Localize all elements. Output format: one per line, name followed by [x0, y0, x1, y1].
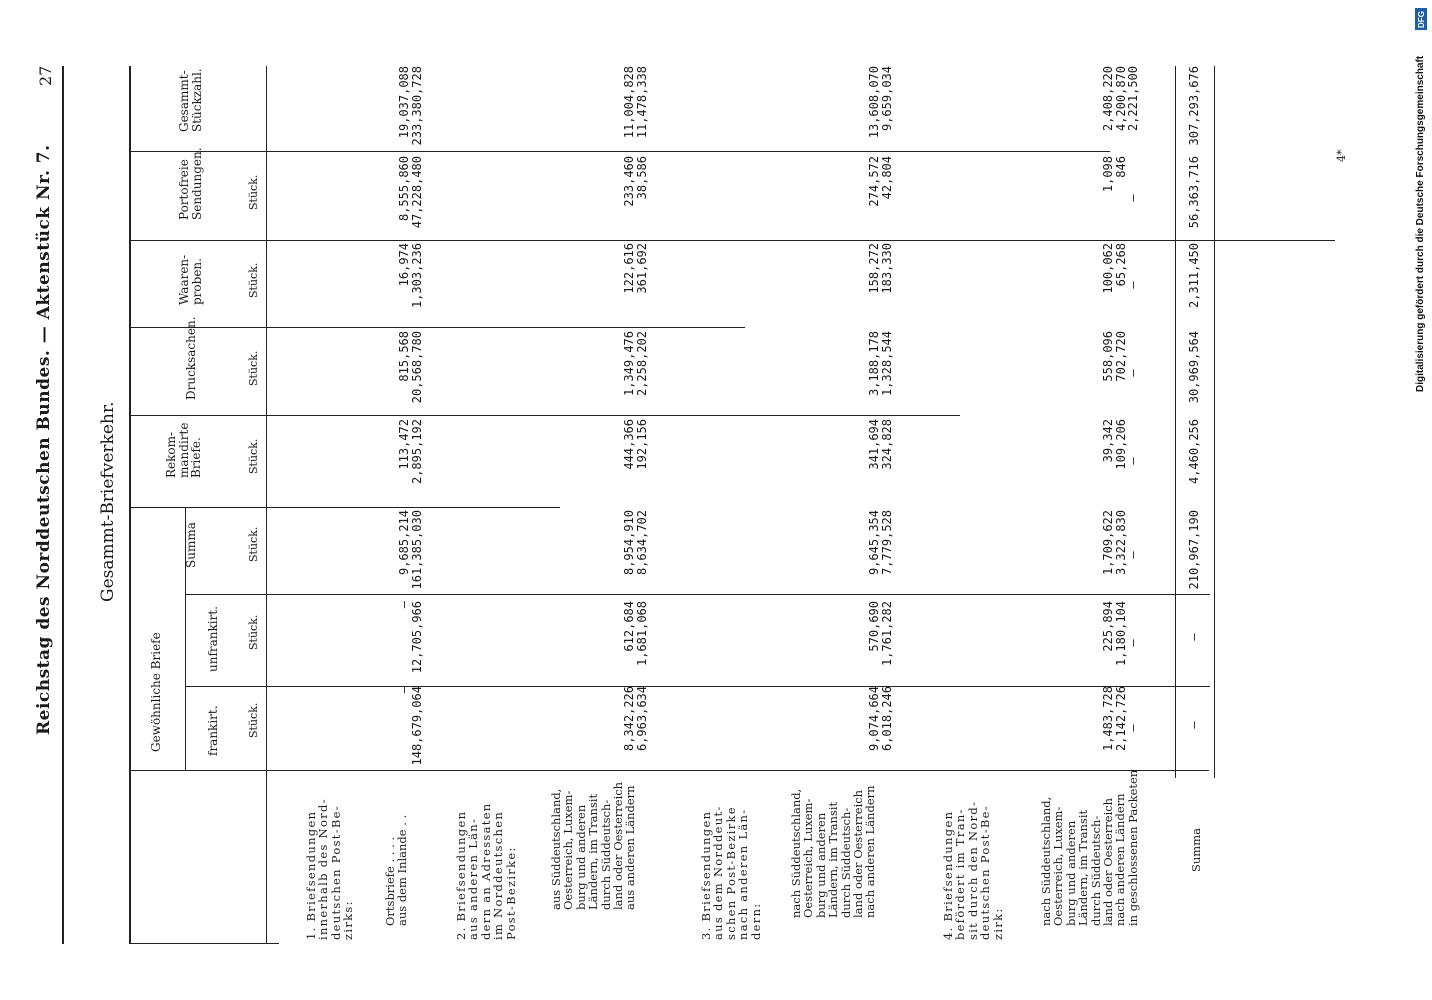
section-1-heading-l1: 1. Briefsendungen — [304, 810, 318, 940]
section-4-row-l4: Ländern, im Transit — [1076, 809, 1091, 926]
cell: — — [1126, 281, 1141, 289]
totals-rule-2 — [1214, 66, 1215, 778]
cell: 12,705,966 — [409, 601, 424, 674]
section-4-heading-l2: befördert im Tran- — [953, 808, 968, 940]
s1-druck — [398, 331, 423, 415]
section-2-rows — [550, 782, 637, 910]
header-rekommandirte-l3: Briefe. — [189, 437, 204, 478]
header-gesammt — [178, 68, 203, 132]
s2-waaren — [623, 243, 648, 327]
section-4-row-l8: in geschlossenen Packeten — [1125, 769, 1140, 926]
section-4-heading-l4: deutschen Post-Be- — [978, 805, 993, 940]
section-2-row-l2: Oesterreich, Luxem- — [561, 790, 576, 910]
section-4-heading-l5: zirk: — [990, 907, 1005, 940]
unit-unfrankirt: Stück. — [247, 614, 260, 650]
s4-unfrankirt — [1102, 601, 1140, 685]
cell: 702,720 — [1113, 331, 1128, 382]
header-unfrankirt: unfrankirt. — [206, 606, 220, 672]
cell: 225,894 — [1101, 601, 1115, 652]
cell: 113,472 — [397, 419, 411, 470]
cell: — — [1126, 369, 1141, 377]
cell: 612,684 — [622, 601, 636, 652]
cell: 192,156 — [634, 419, 649, 470]
cell: 2,221,500 — [1126, 66, 1141, 132]
cell: 1,483,728 — [1101, 686, 1115, 752]
section-2-row-l3: burg und anderen — [573, 804, 588, 910]
unit-waarenproben: Stück. — [247, 262, 260, 298]
section-4-row-l3: burg und anderen — [1063, 820, 1078, 926]
header-waarenproben-l1: Waaren- — [177, 254, 191, 305]
section-3-row-l6: land oder Oesterreich — [851, 789, 866, 918]
section-1-heading-l2: innerhalb des Nord- — [316, 798, 331, 940]
s2-druck — [623, 331, 648, 415]
s3-porto — [868, 156, 893, 240]
section-1-heading — [305, 798, 355, 940]
total-waaren: 2,311,450 — [1187, 243, 1201, 309]
s4-druck — [1102, 331, 1140, 415]
table-head-rule — [266, 66, 267, 944]
header-rekommandirte-l2: mandirte — [176, 422, 191, 478]
cell: — — [1126, 457, 1141, 465]
s1-summa — [398, 510, 423, 600]
s1-waaren — [398, 243, 423, 327]
cell: 3,322,830 — [1113, 510, 1128, 576]
cell: 13,608,070 — [867, 66, 881, 139]
s4-gesammt — [1102, 66, 1140, 152]
section-1-rows — [384, 815, 409, 926]
s4-frankirt — [1102, 686, 1140, 770]
cell: 122,616 — [622, 243, 636, 294]
header-frankirt: frankirt. — [206, 705, 220, 756]
unit-drucksachen: Stück. — [247, 350, 260, 386]
cell: 16,974 — [397, 243, 411, 287]
cell: 7,779,528 — [879, 510, 894, 576]
sidebar-note: Digitalisierung gefördert durch die Deutsche Forschungsgemeinschaft — [1415, 55, 1426, 392]
cell: 1,098 — [1101, 156, 1115, 193]
cell: 2,258,202 — [634, 331, 649, 397]
s3-summa — [868, 510, 893, 600]
section-2-row-l6: land oder Oesterreich — [611, 781, 626, 910]
cell: 361,692 — [634, 243, 649, 294]
s2-unfrankirt — [623, 601, 648, 685]
s2-gesammt — [623, 66, 648, 152]
total-summa: 210,967,190 — [1187, 510, 1201, 590]
section-3-row-l5: durch Süddeutsch- — [838, 807, 853, 918]
cell: 2,142,726 — [1113, 686, 1128, 752]
s4-waaren — [1102, 243, 1140, 327]
section-3-row-l1: nach Süddeutschland, — [789, 788, 803, 918]
table-outer-left — [129, 66, 131, 944]
signature-mark: 4* — [1335, 149, 1348, 162]
section-4-heading — [942, 801, 1004, 940]
cell: 47,228,480 — [409, 156, 424, 229]
cell: 1,761,282 — [879, 601, 894, 667]
cell: — — [1126, 639, 1141, 647]
header-gesammt-l2: Stückzahl. — [189, 68, 204, 132]
unit-frankirt: Stück. — [247, 702, 260, 738]
s2-frankirt — [623, 686, 648, 770]
col-sep-druck — [130, 327, 745, 328]
section-4-row-l7: nach anderen Ländern — [1113, 793, 1128, 926]
s4-porto — [1102, 156, 1140, 240]
cell: 100,062 — [1101, 243, 1115, 294]
section-3-heading-l4: nach anderen Län- — [736, 808, 751, 940]
s3-waaren — [868, 243, 893, 327]
cell: 3,188,178 — [867, 331, 881, 397]
cell: 6,963,634 — [634, 686, 649, 752]
header-gewoehnliche-briefe: Gewöhnliche Briefe — [149, 632, 163, 752]
cell: 846 — [1113, 156, 1128, 178]
section-4-row-l5: durch Süddeutsch- — [1088, 815, 1103, 926]
cell: 20,568,780 — [409, 331, 424, 404]
section-3-heading-l5: dern: — [748, 902, 763, 940]
s4-rekom — [1102, 419, 1140, 503]
cell: 274,572 — [867, 156, 881, 207]
cell: 1,328,544 — [879, 331, 894, 397]
cell: 8,342,226 — [622, 686, 636, 752]
label-bottom-rule — [129, 943, 279, 944]
cell: 233,380,728 — [409, 66, 424, 146]
section-1-heading-l3: deutschen Post-Be- — [328, 805, 343, 940]
cell: 39,342 — [1101, 419, 1115, 463]
cell: — — [397, 601, 411, 609]
dfg-logo-text: DFG — [1416, 10, 1426, 28]
header-waarenproben — [178, 255, 203, 305]
section-2-row-l1: aus Süddeutschland, — [549, 788, 563, 910]
s2-summa — [623, 510, 648, 600]
header-rekommandirte-l1: Rekom- — [164, 431, 178, 478]
cell: 38,586 — [634, 156, 649, 200]
cell: 9,645,354 — [867, 510, 881, 576]
section-3-heading-l3: schen Post-Bezirke — [723, 806, 738, 940]
section-4-row-l2: Oesterreich, Luxem- — [1051, 806, 1066, 926]
section-1-row-l2: aus dem Inlande . . — [395, 814, 410, 926]
cell: 2,408,220 — [1101, 66, 1115, 132]
total-porto: 56,363,716 — [1187, 156, 1201, 229]
cell: 158,272 — [867, 243, 881, 294]
col-sep-unfrankirt — [185, 594, 1210, 595]
s1-unfrankirt — [398, 601, 423, 685]
s2-rekom — [623, 419, 648, 503]
section-3-row-l7: nach anderen Ländern — [863, 785, 878, 918]
section-3-rows — [790, 785, 877, 918]
total-rekom: 4,460,256 — [1187, 419, 1201, 485]
s3-gesammt — [868, 66, 893, 152]
section-3-row-l3: burg und anderen — [813, 812, 828, 918]
s1-gesammt — [398, 66, 423, 152]
totals-rule — [1175, 66, 1176, 778]
unit-summa: Stück. — [247, 526, 260, 562]
cell: 8,555,860 — [397, 156, 411, 222]
section-3-heading-l2: aus dem Norddeut- — [711, 805, 726, 940]
cell: 570,690 — [867, 601, 881, 652]
section-4-heading-l3: sit durch den Nord- — [965, 800, 980, 940]
section-3-row-l4: Ländern, im Transit — [826, 801, 841, 918]
col-sep-waaren — [130, 240, 1335, 241]
header-waarenproben-l2: proben. — [189, 258, 204, 305]
dfg-logo — [1415, 8, 1427, 30]
section-2-heading-l2: aus anderen Län- — [466, 817, 481, 940]
cell: 8,634,702 — [634, 510, 649, 576]
total-druck: 30,969,564 — [1187, 331, 1201, 404]
s3-unfrankirt — [868, 601, 893, 685]
section-2-row-l7: aus anderen Ländern — [623, 785, 638, 910]
section-2-heading-l5: Post-Bezirke: — [503, 846, 518, 940]
total-unfrankirt: — — [1187, 633, 1201, 641]
cell: 9,685,214 — [397, 510, 411, 576]
section-4-rows — [1040, 770, 1139, 926]
cell: — — [1126, 551, 1141, 559]
section-4-row-l1: nach Süddeutschland, — [1039, 796, 1053, 926]
section-3-heading — [700, 805, 762, 940]
header-portofreie-l1: Portofreie — [177, 159, 191, 220]
section-1-row-l1: Ortsbriefe . . . . — [383, 836, 397, 926]
header-summa: Summa — [184, 522, 198, 568]
unit-rekommandirte: Stück. — [247, 438, 260, 474]
cell: 42,804 — [879, 156, 894, 200]
s4-summa — [1102, 510, 1140, 600]
header-rule — [62, 66, 64, 944]
total-frankirt: — — [1187, 721, 1201, 729]
page-number: 27 — [36, 65, 55, 86]
cell: 9,074,664 — [867, 686, 881, 752]
section-2-row-l4: Ländern, im Transit — [586, 793, 601, 910]
section-3-heading-l1: 3. Briefsendungen — [699, 810, 713, 940]
section-2-heading-l3: dern an Adressaten — [478, 802, 493, 940]
totals-label: Summa — [1189, 828, 1203, 872]
section-2-heading-l1: 2. Briefsendungen — [454, 810, 468, 940]
cell: 9,659,034 — [879, 66, 894, 132]
section-2-row-l5: durch Süddeutsch- — [598, 799, 613, 910]
table-title: Gesammt-Briefverkehr. — [98, 401, 118, 602]
cell: 341,694 — [867, 419, 881, 470]
cell: — — [397, 686, 411, 694]
header-gesammt-l1: Gesammt- — [177, 70, 191, 132]
cell: 148,679,064 — [409, 686, 424, 766]
cell: — — [1126, 724, 1141, 732]
cell: 19,037,088 — [397, 66, 411, 139]
s2-porto — [623, 156, 648, 240]
section-1-heading-l4: zirks: — [341, 900, 356, 940]
cell: 558,096 — [1101, 331, 1115, 382]
cell: 1,681,068 — [634, 601, 649, 667]
cell: 815,568 — [397, 331, 411, 382]
col-sep-frankirt — [185, 686, 1210, 687]
s1-rekom — [398, 419, 423, 503]
cell: 183,330 — [879, 243, 894, 294]
running-title: Reichstag des Norddeutschen Bundes. — Aktenstück Nr. 7. — [34, 144, 54, 735]
section-2-heading-l4: im Norddeutschen — [491, 810, 506, 940]
s3-rekom — [868, 419, 893, 503]
col-sep-rekom — [130, 415, 960, 416]
cell: 2,895,192 — [409, 419, 424, 485]
cell: 1,303,236 — [409, 243, 424, 309]
cell: 444,366 — [622, 419, 636, 470]
header-rekommandirte — [165, 423, 203, 478]
header-portofreie — [178, 147, 203, 220]
s1-porto — [398, 156, 423, 240]
cell: 233,460 — [622, 156, 636, 207]
cell: 161,385,030 — [409, 510, 424, 590]
cell: 1,349,476 — [622, 331, 636, 397]
cell: 1,709,622 — [1101, 510, 1115, 576]
s3-frankirt — [868, 686, 893, 770]
cell: 6,018,246 — [879, 686, 894, 752]
unit-portofreie: Stück. — [247, 174, 260, 210]
cell: 11,478,338 — [634, 66, 649, 139]
col-sep-portofrei — [130, 151, 1110, 152]
section-4-heading-l1: 4. Briefsendungen — [941, 810, 955, 940]
header-portofreie-l2: Sendungen. — [189, 147, 204, 220]
header-drucksachen: Drucksachen. — [184, 316, 198, 400]
s3-druck — [868, 331, 893, 415]
section-2-heading — [455, 802, 517, 940]
cell: 11,004,828 — [622, 66, 636, 139]
col-sep-summa — [130, 507, 560, 508]
cell: — — [1126, 194, 1141, 202]
total-gesammt: 307,293,676 — [1187, 66, 1201, 146]
section-4-row-l6: land oder Oesterreich — [1101, 797, 1116, 926]
cell: 8,954,910 — [622, 510, 636, 576]
cell: 1,180,104 — [1113, 601, 1128, 667]
section-3-row-l2: Oesterreich, Luxem- — [801, 798, 816, 918]
cell: 4,200,870 — [1113, 66, 1128, 132]
cell: 109,206 — [1113, 419, 1128, 470]
s1-frankirt — [398, 686, 423, 770]
cell: 65,268 — [1113, 243, 1128, 287]
cell: 324,828 — [879, 419, 894, 470]
